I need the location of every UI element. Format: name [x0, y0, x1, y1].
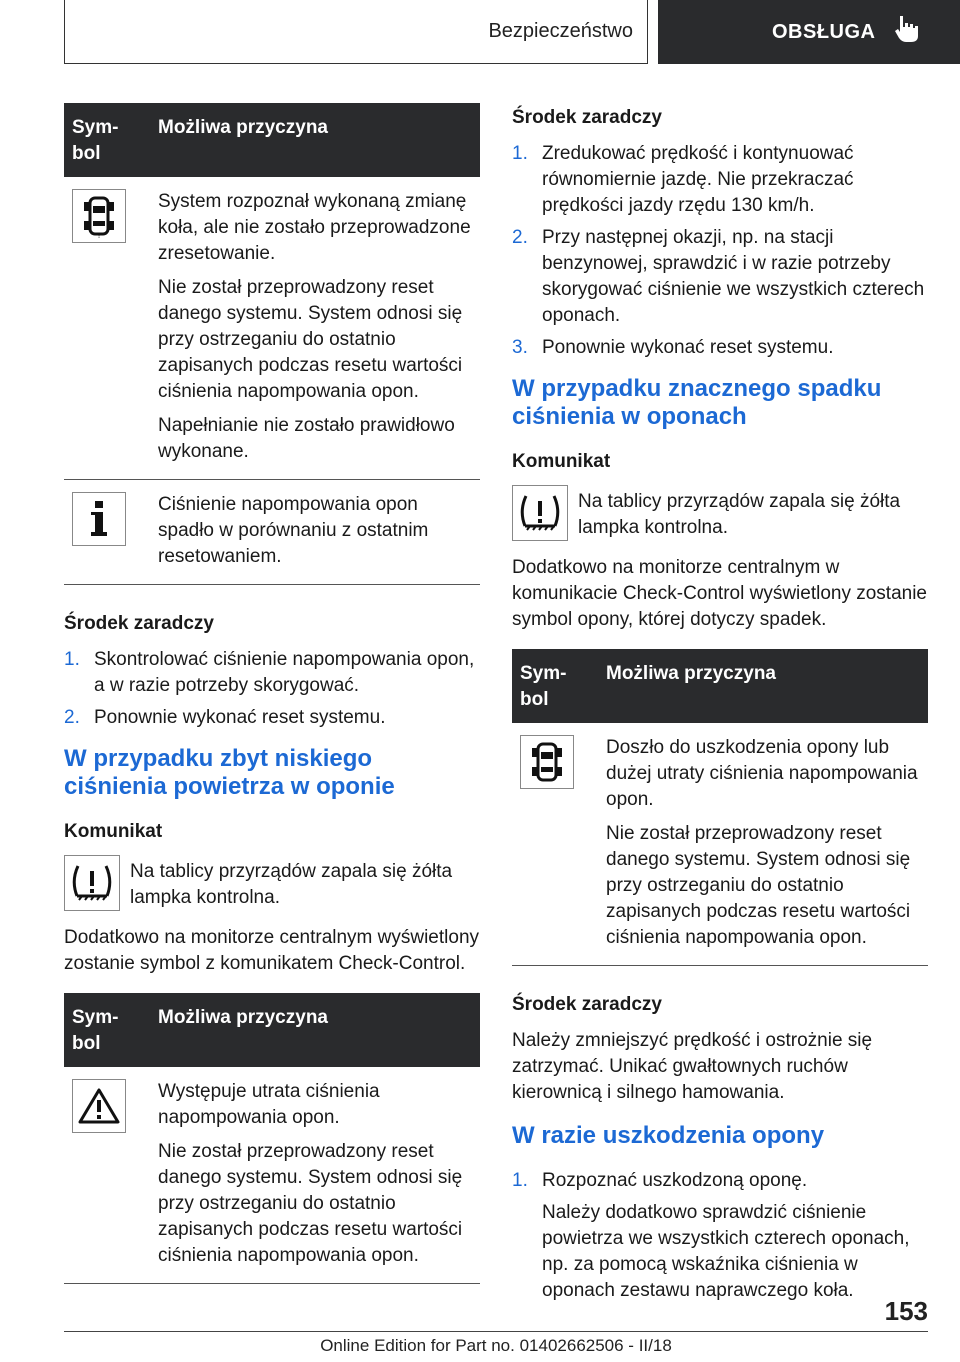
cause-text: Nie został przeprowadzony reset danego systemu. System odnosi się przy ostrzeganiu do ostatnio zapisanych podczas resetu wartości ciśnienia napompowania opon.: [606, 823, 911, 948]
cause-text: Doszło do uszkodzenia opony lub dużej utraty ciśnienia napompowania opon.: [606, 737, 918, 810]
left-column: [64, 103, 480, 1284]
symbol-table-3: [512, 649, 928, 966]
header-section-title: Bezpieczeństwo: [488, 20, 633, 42]
message-label: Komunikat: [64, 821, 163, 842]
table-row: [64, 480, 480, 585]
remedy-title: Środek zaradczy: [512, 994, 662, 1015]
tire-pressure-car-icon: [72, 189, 126, 243]
message-row: [512, 485, 928, 541]
pointing-hand-icon: [894, 14, 920, 50]
remedy-steps: [64, 647, 480, 731]
list-item: 1. Skontrolować ciśnienie napompowania opon, a w razie potrzeby skorygować.: [64, 649, 475, 696]
symbol-table-2: [64, 993, 480, 1284]
list-item: 2. Ponownie wykonać reset systemu.: [64, 707, 386, 728]
cause-text: Nie został przeprowadzony reset danego systemu. System odnosi się przy ostrzeganiu do ostatnio zapisanych podczas resetu wartości ciśnienia napompowania opon.: [158, 1141, 463, 1266]
header-chapter-tab: [658, 0, 960, 64]
list-item: 1. Zredukować prędkość i kontynuować równomiernie jazdę. Nie przekraczać prędkości jazdy rzędu 130 km/h.: [512, 143, 854, 216]
tire-pressure-warning-icon: [64, 855, 120, 911]
step-text: Rozpoznać uszkodzoną oponę.: [542, 1170, 808, 1191]
remedy-text: Należy zmniejszyć prędkość i ostrożnie się zatrzymać. Unikać gwałtownych ruchów kierownicą i silnego hamowania.: [512, 1030, 873, 1103]
svg-text:!: !: [97, 232, 101, 238]
cause-text: System rozpoznał wykonaną zmianę koła, ale nie zostało przeprowadzone zresetowanie.: [158, 191, 471, 264]
remedy-title: Środek zaradczy: [512, 107, 662, 128]
cause-text: Napełnianie nie zostało prawidłowo wykonane.: [158, 415, 455, 462]
column-header-cause: Możliwa przyczyna: [598, 649, 928, 723]
symbol-table-1: [64, 103, 480, 585]
column-header-cause: Możliwa przyczyna: [150, 103, 480, 177]
footer-edition: Online Edition for Part no. 01402662506 - II/18: [320, 1336, 672, 1355]
column-header-cause: Możliwa przyczyna: [150, 993, 480, 1067]
list-item: 2. Przy następnej okazji, np. na stacji benzynowej, sprawdzić i w razie potrzeby skorygować ciśnienie we wszystkich czterech oponach.: [512, 227, 925, 326]
list-item: 3. Ponownie wykonać reset systemu.: [512, 337, 834, 358]
column-header-symbol: Sym- bol: [512, 649, 598, 723]
table-row: [512, 723, 928, 966]
header-chapter-title: OBSŁUGA: [772, 20, 876, 43]
warning-triangle-icon: [72, 1079, 126, 1133]
section-heading: W razie uszkodzenia opony: [512, 1122, 825, 1149]
damage-steps: [512, 1168, 928, 1310]
info-icon: [72, 492, 126, 546]
footer-divider: [64, 1331, 928, 1332]
table-row: [64, 177, 480, 480]
section-heading: W przypadku znacznego spadku ciśnienia w oponach: [512, 375, 882, 430]
extra-text: Dodatkowo na monitorze centralnym w komunikacie Check-Control wyświetlony zostanie symbol opony, której dotyczy spadek.: [512, 557, 928, 630]
message-text: Na tablicy przyrządów zapala się żółta lampka kontrolna.: [578, 491, 901, 538]
cause-text: Nie został przeprowadzony reset danego systemu. System odnosi się przy ostrzeganiu do ostatnio zapisanych podczas resetu wartości ciśnienia napompowania opon.: [158, 277, 463, 402]
cause-text: Ciśnienie napompowania opon spadło w porównaniu z ostatnim resetowaniem.: [158, 494, 429, 567]
extra-text: Dodatkowo na monitorze centralnym wyświetlony zostanie symbol z komunikatem Check-Control.: [64, 927, 480, 974]
right-column: [512, 103, 928, 1324]
cause-text: Występuje utrata ciśnienia napompowania opon.: [158, 1081, 380, 1128]
page-number: 153: [884, 1296, 928, 1326]
message-row: [64, 855, 480, 911]
table-row: [64, 1067, 480, 1284]
tire-pressure-warning-icon: [512, 485, 568, 541]
section-heading: W przypadku zbyt niskiego ciśnienia powietrza w oponie: [64, 745, 395, 800]
column-header-symbol: Sym- bol: [64, 993, 150, 1067]
tire-pressure-car-icon: [520, 735, 574, 789]
remedy-title: Środek zaradczy: [64, 613, 214, 634]
column-header-symbol: Sym- bol: [64, 103, 150, 177]
message-label: Komunikat: [512, 451, 611, 472]
remedy-steps: [512, 141, 928, 361]
message-text: Na tablicy przyrządów zapala się żółta lampka kontrolna.: [130, 861, 453, 908]
header-section-tab: [64, 0, 648, 64]
step-subtext: Należy dodatkowo sprawdzić ciśnienie powietrza we wszystkich czterech oponach, np. za pomocą wskaźnika ciśnienia w oponach zestawu naprawczego koła.: [542, 1202, 910, 1301]
list-item: 1. Rozpoznać uszkodzoną oponę. Należy dodatkowo sprawdzić ciśnienie powietrza we wszystkich czterech oponach, np. za pomocą wskaźnika ciśnienia w oponach zestawu naprawczego koła.: [512, 1168, 928, 1310]
